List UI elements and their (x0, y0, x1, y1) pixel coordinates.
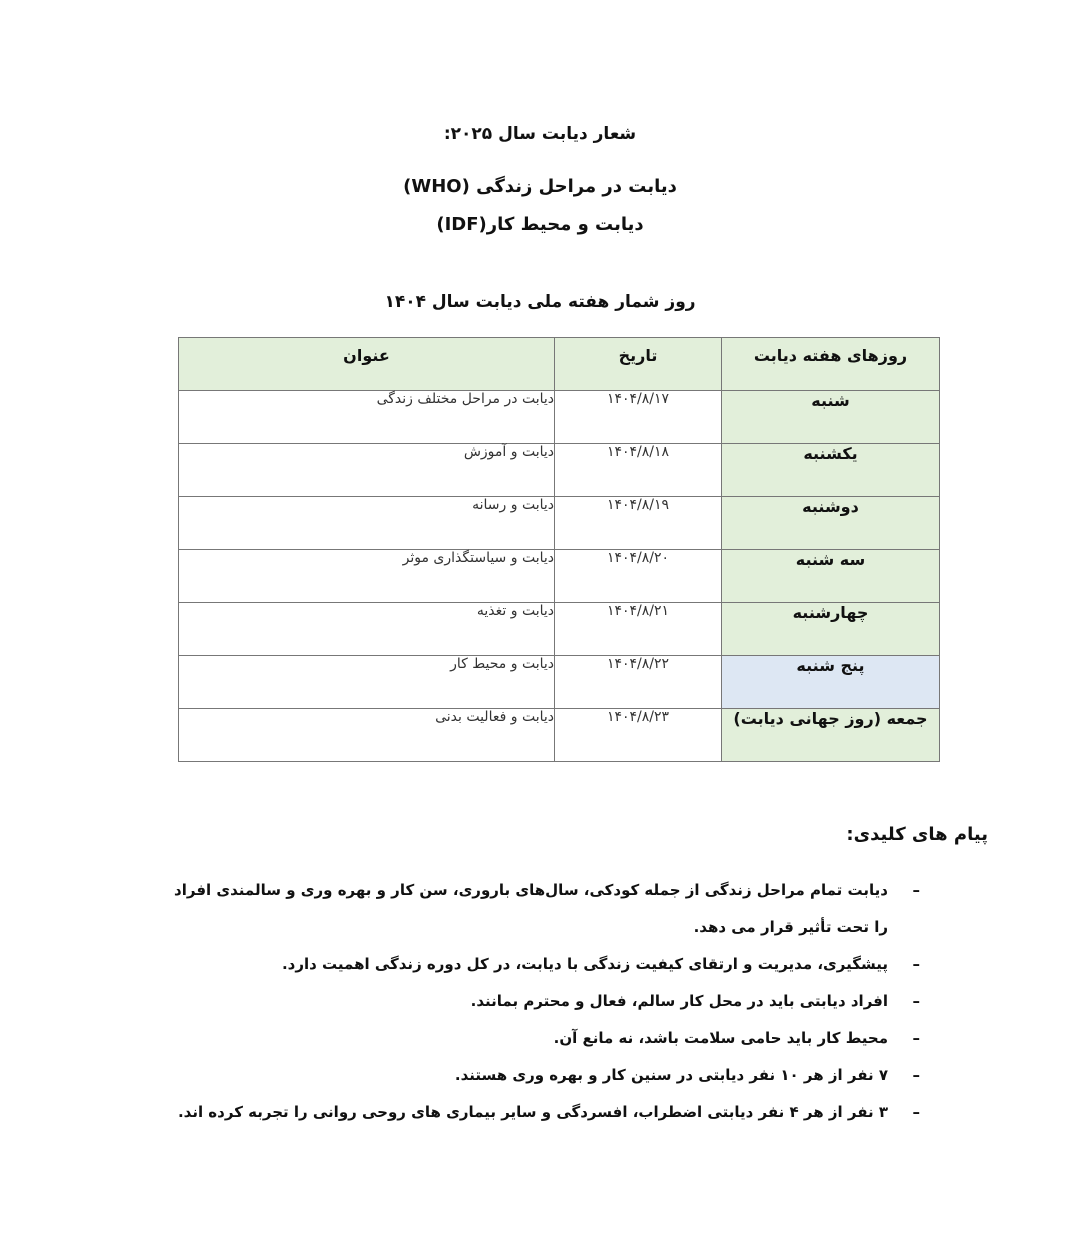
list-item (160, 872, 920, 946)
day-cell: شنبه (722, 391, 940, 444)
dash-bullet-icon: – (912, 992, 920, 1010)
date-cell: ۱۴۰۴/۸/۲۰ (555, 550, 722, 603)
key-messages-heading: پیام های کلیدی: (846, 824, 988, 845)
title-cell: دیابت و رسانه (179, 497, 555, 550)
title-cell: دیابت در مراحل مختلف زندگی (179, 391, 555, 444)
message-text: ۳ نفر از هر ۴ نفر دیابتی اضطراب، افسردگی و سایر بیماری های روحی روانی را تجربه کرده اند. (177, 1103, 888, 1121)
table-row (179, 391, 940, 444)
date-cell: ۱۴۰۴/۸/۱۹ (555, 497, 722, 550)
day-cell: جمعه (روز جهانی دیابت) (722, 709, 940, 762)
column-header-date: تاریخ (555, 338, 722, 391)
dash-bullet-icon: – (912, 1066, 920, 1084)
list-item (160, 1020, 920, 1057)
diabetes-week-table (178, 337, 940, 762)
day-cell: دوشنبه (722, 497, 940, 550)
list-item (160, 983, 920, 1020)
title-cell: دیابت و محیط کار (179, 656, 555, 709)
table-row (179, 550, 940, 603)
slogan-who: دیابت در مراحل زندگی (WHO) (403, 176, 677, 197)
column-header-title: عنوان (179, 338, 555, 391)
slogan-label: شعار دیابت سال ۲۰۲۵: (443, 124, 637, 144)
table-row (179, 656, 940, 709)
day-cell: سه شنبه (722, 550, 940, 603)
day-cell: یکشنبه (722, 444, 940, 497)
day-cell-highlighted: پنج شنبه (722, 656, 940, 709)
message-text: ۷ نفر از هر ۱۰ نفر دیابتی در سنین کار و بهره وری هستند. (454, 1066, 888, 1084)
list-item (160, 946, 920, 983)
table-row (179, 709, 940, 762)
date-cell: ۱۴۰۴/۸/۲۲ (555, 656, 722, 709)
date-cell: ۱۴۰۴/۸/۲۳ (555, 709, 722, 762)
message-text: دیابت تمام مراحل زندگی از جمله کودکی، سال‌های باروری، سن کار و بهره وری و سالمندی افراد را تحت تأثیر قرار می دهد. (174, 881, 888, 936)
title-cell: دیابت و آموزش (179, 444, 555, 497)
message-text: افراد دیابتی باید در محل کار سالم، فعال و محترم بمانند. (470, 992, 888, 1010)
dash-bullet-icon: – (912, 881, 920, 899)
dash-bullet-icon: – (912, 1029, 920, 1047)
list-item (160, 1057, 920, 1094)
dash-bullet-icon: – (912, 1103, 920, 1121)
title-cell: دیابت و فعالیت بدنی (179, 709, 555, 762)
date-cell: ۱۴۰۴/۸/۲۱ (555, 603, 722, 656)
date-cell: ۱۴۰۴/۸/۱۸ (555, 444, 722, 497)
table-title: روز شمار هفته ملی دیابت سال ۱۴۰۴ (384, 292, 696, 312)
list-item (160, 1094, 920, 1131)
date-cell: ۱۴۰۴/۸/۱۷ (555, 391, 722, 444)
column-header-day: روزهای هفته دیابت (722, 338, 940, 391)
table-row (179, 497, 940, 550)
table-row (179, 444, 940, 497)
title-cell: دیابت و تغذیه (179, 603, 555, 656)
table-row (179, 603, 940, 656)
message-text: محیط کار باید حامی سلامت باشد، نه مانع آن. (553, 1029, 888, 1047)
slogan-idf: دیابت و محیط کار(IDF) (436, 214, 644, 235)
title-cell: دیابت و سیاستگذاری موثر (179, 550, 555, 603)
day-cell: چهارشنبه (722, 603, 940, 656)
table-header-row (179, 338, 940, 391)
key-messages-list (160, 872, 920, 1131)
message-text: پیشگیری، مدیریت و ارتقای کیفیت زندگی با دیابت، در کل دوره زندگی اهمیت دارد. (281, 955, 888, 973)
dash-bullet-icon: – (912, 955, 920, 973)
